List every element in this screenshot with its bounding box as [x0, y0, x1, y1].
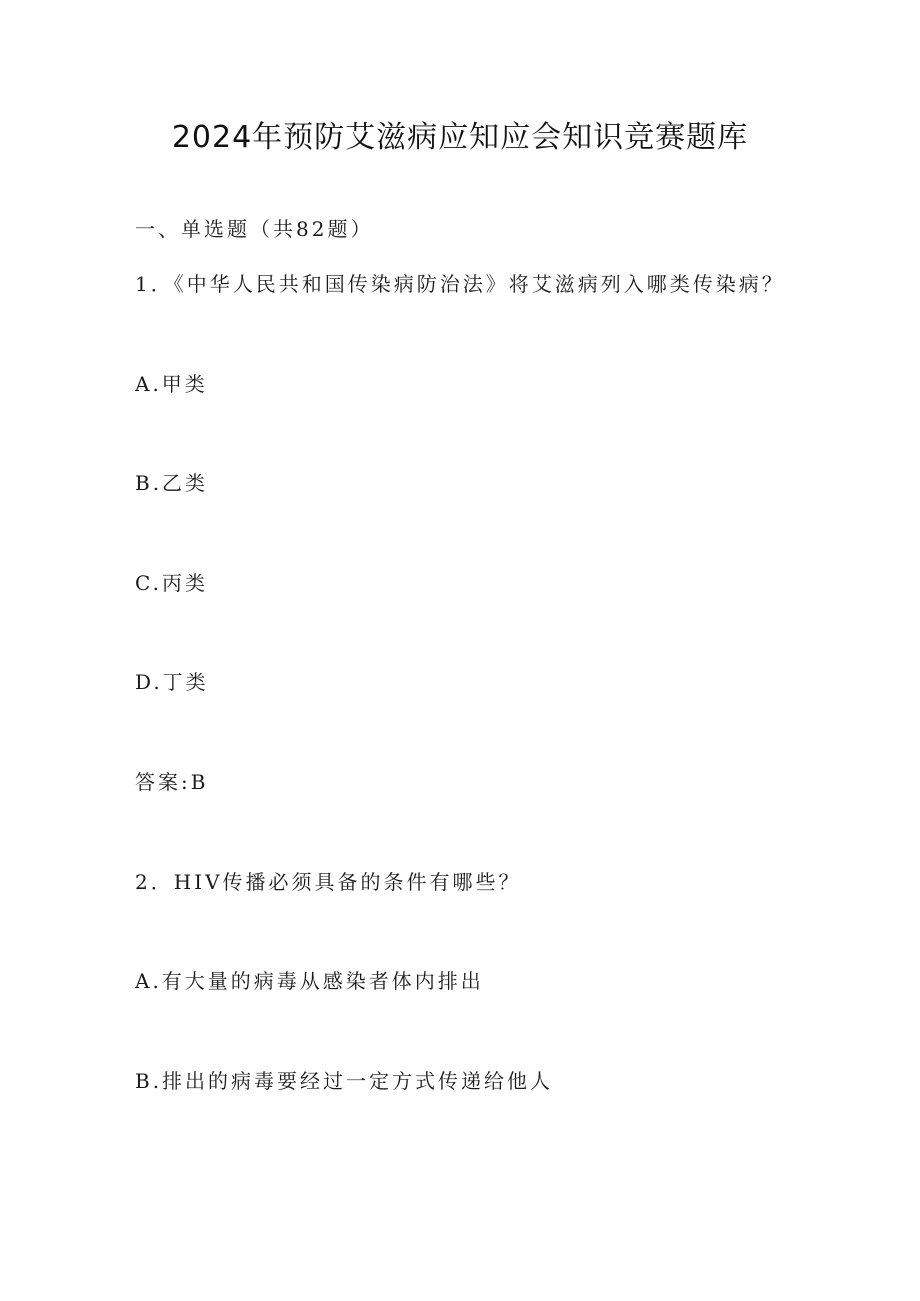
question-1-option-a: A.甲类 [135, 372, 208, 396]
question-1-option-b: B.乙类 [135, 471, 209, 495]
question-2-option-a: A.有大量的病毒从感染者体内排出 [135, 969, 484, 993]
question-2-text: 2．HIV传播必须具备的条件有哪些？ [135, 870, 522, 894]
question-1-text: 1．《中华人民共和国传染病防治法》将艾滋病列入哪类传染病？ [135, 272, 785, 296]
question-1-option-c: C.丙类 [135, 571, 208, 595]
question-2-option-b: B.排出的病毒要经过一定方式传递给他人 [135, 1069, 554, 1093]
section-heading: 一、单选题（共82题） [135, 217, 374, 241]
question-1-option-d: D.丁类 [135, 670, 209, 694]
question-1-answer: 答案:B [135, 770, 209, 794]
document-title: 2024年预防艾滋病应知应会知识竞赛题库 [171, 120, 749, 155]
